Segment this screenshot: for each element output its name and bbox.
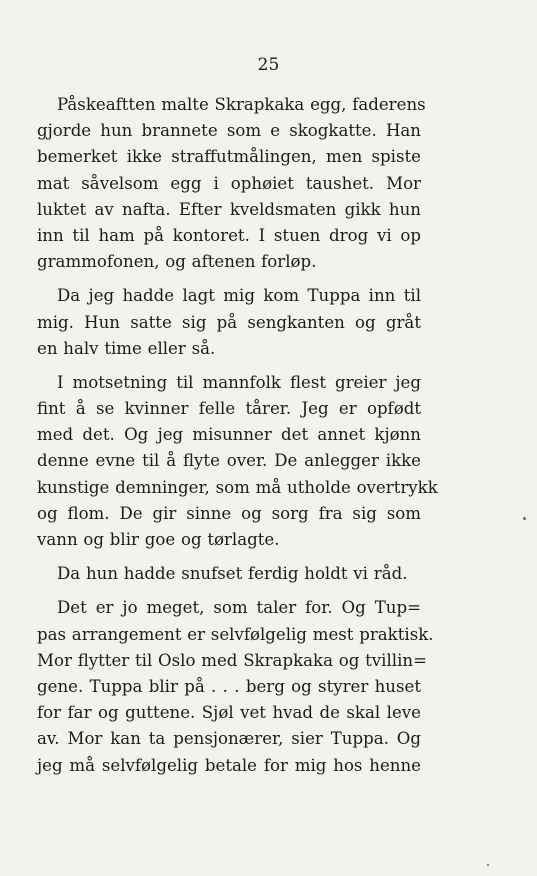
- text-line: gene. Tuppa blir på . . . berg og styrer huset: [37, 676, 421, 696]
- text-line: vann og blir goe og tørlagte.: [37, 530, 280, 549]
- text-line: bemerket ikke straffutmålingen, men spiste: [37, 147, 421, 167]
- paragraph: [37, 561, 421, 587]
- paragraph-gap: [37, 362, 421, 370]
- paragraph-gap: [37, 553, 421, 561]
- paragraph-gap: [37, 587, 421, 595]
- text-line: pas arrangement er selvfølgelig mest praktisk.: [37, 624, 434, 644]
- text-line: jeg må selvfølgelig betale for mig hos henne: [37, 755, 421, 775]
- text-line: kunstige demninger, som må utholde overtrykk: [37, 477, 438, 497]
- text-line: Mor flytter til Oslo med Skrapkaka og tvillin=: [37, 650, 427, 670]
- text-line: gjorde hun brannete som e skogkatte. Han: [37, 121, 421, 141]
- text-line: luktet av nafta. Efter kveldsmaten gikk hun: [37, 199, 421, 219]
- page-number: 25: [257, 55, 280, 75]
- paragraph: [37, 595, 434, 778]
- text-line: mat såvelsom egg i ophøiet taushet. Mor: [37, 173, 421, 193]
- paper-speck: [487, 864, 489, 866]
- text-line: grammofonen, og aftenen forløp.: [37, 252, 317, 272]
- text-line: Da hun hadde snufset ferdig holdt vi råd.: [57, 564, 408, 584]
- text-line: Da jeg hadde lagt mig kom Tuppa inn til: [57, 286, 421, 306]
- paragraph: [37, 92, 426, 275]
- text-line: denne evne til å flyte over. De anlegger ikke: [37, 451, 421, 471]
- text-line: Påskeaftten malte Skrapkaka egg, faderens: [57, 95, 426, 114]
- paragraph: [37, 283, 421, 362]
- text-line: inn til ham på kontoret. I stuen drog vi op: [37, 225, 421, 245]
- paragraph: [37, 370, 438, 553]
- paper-speck: [523, 517, 526, 520]
- paragraph-gap: [37, 275, 421, 283]
- text-line: for far og guttene. Sjøl vet hvad de skal leve: [37, 703, 421, 723]
- text-line: av. Mor kan ta pensjonærer, sier Tuppa. Og: [37, 729, 421, 749]
- text-line: og flom. De gir sinne og sorg fra sig som: [37, 503, 421, 523]
- text-line: med det. Og jeg misunner det annet kjønn: [37, 425, 421, 445]
- text-line: I motsetning til mannfolk flest greier jeg: [57, 372, 421, 392]
- text-line: mig. Hun satte sig på sengkanten og gråt: [37, 312, 421, 332]
- text-line: en halv time eller så.: [37, 338, 216, 358]
- text-line: Det er jo meget, som taler for. Og Tup=: [57, 598, 421, 618]
- body-text: [37, 92, 438, 779]
- text-line: fint å se kvinner felle tårer. Jeg er opfødt: [37, 399, 421, 419]
